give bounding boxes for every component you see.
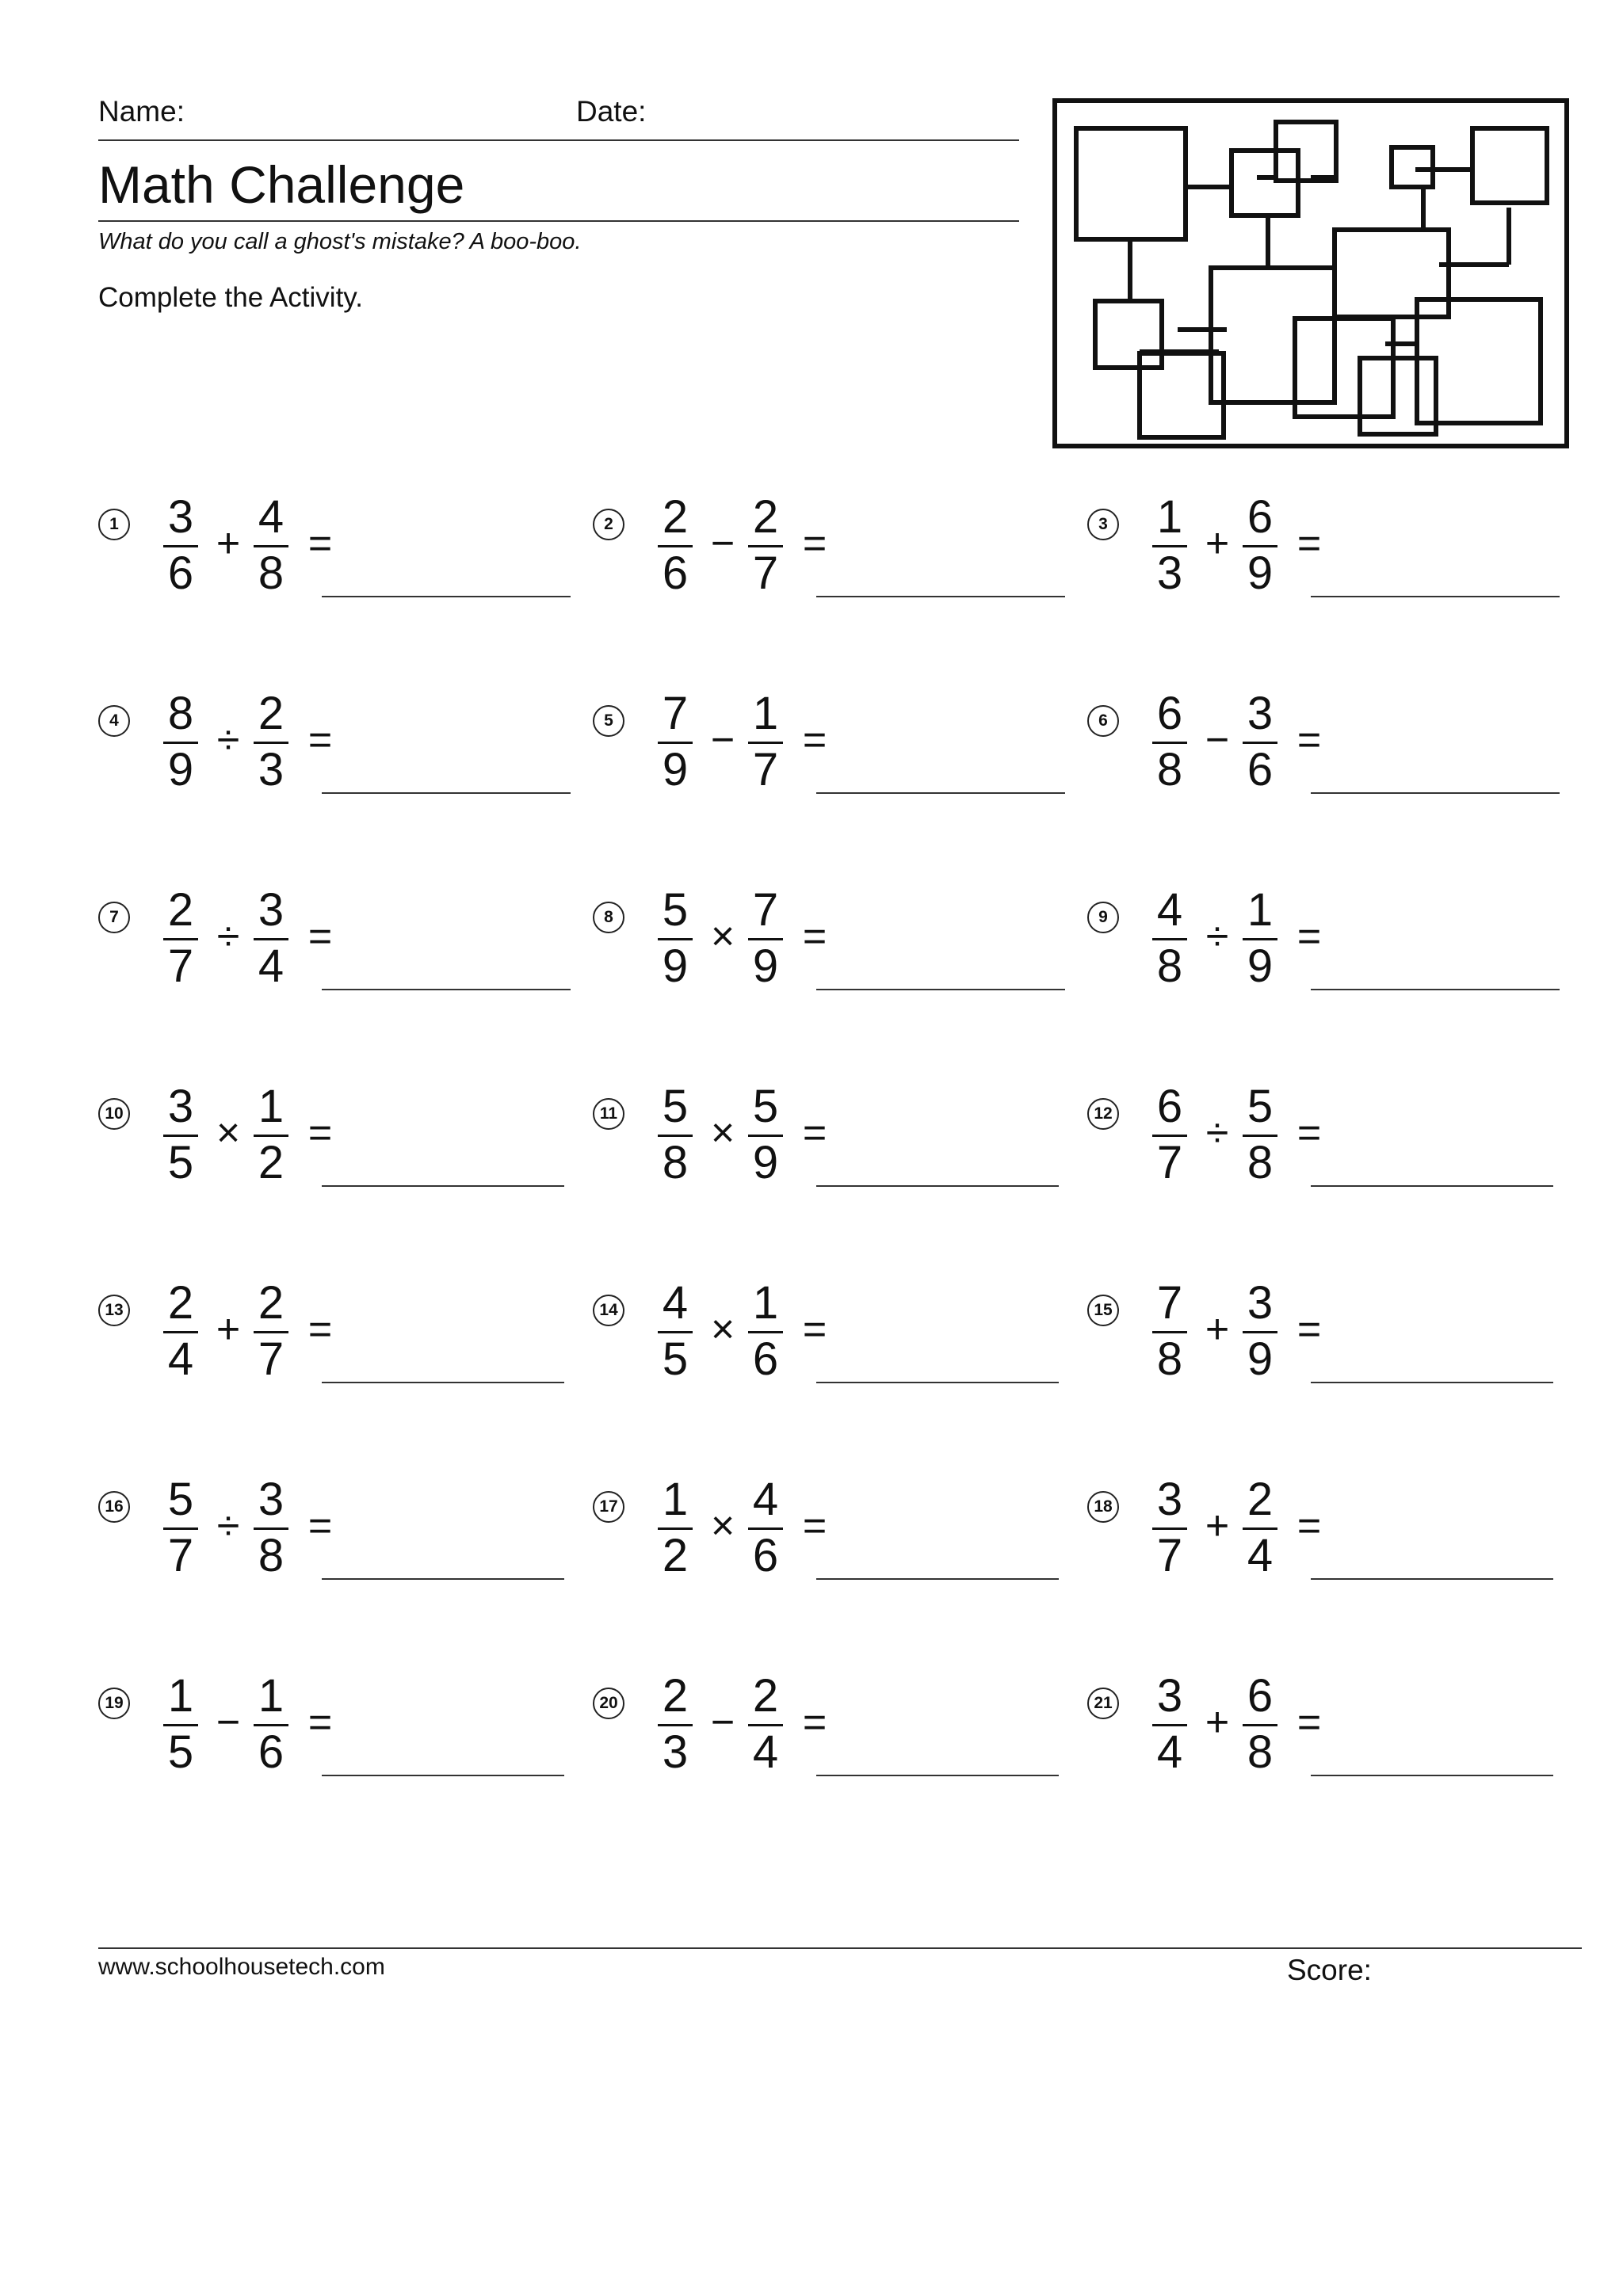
numerator: 2 [1247, 1474, 1274, 1525]
denominator: 4 [1156, 1726, 1183, 1778]
answer-blank[interactable] [816, 792, 1065, 794]
problem-1 [98, 491, 590, 610]
numerator: 3 [1247, 688, 1274, 739]
denominator: 9 [662, 940, 689, 992]
problem-7 [98, 884, 590, 1003]
denominator: 4 [167, 1333, 194, 1385]
question-number: 10 [98, 1098, 130, 1130]
denominator: 7 [167, 1530, 194, 1581]
denominator: 6 [167, 547, 194, 599]
numerator: 5 [752, 1081, 779, 1132]
footer-divider [98, 1947, 1582, 1949]
problem-15 [1087, 1277, 1579, 1396]
answer-blank[interactable] [1311, 1382, 1553, 1383]
equals-sign: = [1296, 717, 1322, 763]
problem-14 [593, 1277, 1084, 1396]
operator-symbol: − [216, 1699, 241, 1745]
numerator: 2 [752, 1670, 779, 1722]
question-number: 19 [98, 1688, 130, 1719]
operator-symbol: − [710, 717, 735, 763]
equals-sign: = [802, 1110, 827, 1156]
operator-symbol: + [216, 521, 241, 566]
denominator: 5 [662, 1333, 689, 1385]
fraction-left [655, 688, 696, 796]
question-number: 2 [593, 509, 624, 540]
numerator: 1 [167, 1670, 194, 1722]
numerator: 3 [258, 884, 285, 936]
problem-3 [1087, 491, 1579, 610]
fraction-right [1239, 1474, 1281, 1582]
answer-blank[interactable] [1311, 1578, 1553, 1580]
operator-symbol: × [710, 1306, 735, 1352]
equals-sign: = [802, 1503, 827, 1549]
numerator: 6 [1156, 1081, 1183, 1132]
equals-sign: = [307, 913, 333, 959]
numerator: 2 [167, 1277, 194, 1329]
denominator: 8 [258, 1530, 285, 1581]
decorative-squares-graphic [1052, 98, 1569, 448]
operator-symbol: × [216, 1110, 241, 1156]
date-label: Date: [576, 95, 647, 128]
denominator: 7 [752, 547, 779, 599]
fraction-right [745, 1081, 786, 1189]
numerator: 3 [1247, 1277, 1274, 1329]
question-number: 11 [593, 1098, 624, 1130]
fraction-left [1149, 1277, 1190, 1386]
operator-symbol: ÷ [216, 1503, 240, 1549]
question-number: 6 [1087, 705, 1119, 737]
numerator: 4 [258, 491, 285, 543]
fraction-left [1149, 1670, 1190, 1779]
denominator: 5 [167, 1726, 194, 1778]
question-number: 20 [593, 1688, 624, 1719]
problem-10 [98, 1081, 590, 1199]
operator-symbol: × [710, 1110, 735, 1156]
fraction-left [1149, 884, 1190, 993]
numerator: 1 [258, 1670, 285, 1722]
numerator: 2 [258, 1277, 285, 1329]
numerator: 7 [752, 884, 779, 936]
numerator: 5 [167, 1474, 194, 1525]
question-number: 1 [98, 509, 130, 540]
problem-2 [593, 491, 1084, 610]
fraction-left [160, 1474, 201, 1582]
fraction-right [745, 1670, 786, 1779]
denominator: 3 [1156, 547, 1183, 599]
title-underline [98, 220, 1019, 222]
operator-symbol: × [710, 913, 735, 959]
answer-blank[interactable] [816, 1775, 1059, 1776]
answer-blank[interactable] [816, 1578, 1059, 1580]
operator-symbol: ÷ [1205, 913, 1229, 959]
numerator: 5 [662, 1081, 689, 1132]
answer-blank[interactable] [322, 1185, 564, 1187]
numerator: 2 [258, 688, 285, 739]
operator-symbol: + [1205, 1306, 1230, 1352]
fraction-right [250, 1277, 292, 1386]
denominator: 7 [1156, 1137, 1183, 1188]
problem-6 [1087, 688, 1579, 807]
question-number: 14 [593, 1295, 624, 1326]
numerator: 1 [752, 1277, 779, 1329]
equals-sign: = [307, 717, 333, 763]
question-number: 18 [1087, 1491, 1119, 1523]
fraction-left [1149, 1081, 1190, 1189]
page-title: Math Challenge [98, 155, 465, 214]
question-number: 15 [1087, 1295, 1119, 1326]
numerator: 4 [1156, 884, 1183, 936]
denominator: 6 [752, 1333, 779, 1385]
equals-sign: = [307, 1306, 333, 1352]
problem-12 [1087, 1081, 1579, 1199]
denominator: 9 [752, 940, 779, 992]
answer-blank[interactable] [322, 1382, 564, 1383]
denominator: 2 [662, 1530, 689, 1581]
question-number: 3 [1087, 509, 1119, 540]
footer-url: www.schoolhousetech.com [98, 1954, 385, 1980]
denominator: 8 [1247, 1137, 1274, 1188]
equals-sign: = [307, 1503, 333, 1549]
denominator: 8 [1247, 1726, 1274, 1778]
numerator: 8 [167, 688, 194, 739]
fraction-right [745, 1277, 786, 1386]
problem-9 [1087, 884, 1579, 1003]
question-number: 5 [593, 705, 624, 737]
denominator: 7 [167, 940, 194, 992]
fraction-right [1239, 1277, 1281, 1386]
numerator: 1 [662, 1474, 689, 1525]
answer-blank[interactable] [322, 1775, 564, 1776]
denominator: 9 [167, 744, 194, 795]
fraction-left [655, 1277, 696, 1386]
denominator: 3 [662, 1726, 689, 1778]
fraction-right [250, 1474, 292, 1582]
answer-blank[interactable] [1311, 1775, 1553, 1776]
denominator: 6 [1247, 744, 1274, 795]
numerator: 6 [1247, 491, 1274, 543]
denominator: 7 [752, 744, 779, 795]
equals-sign: = [307, 1699, 333, 1745]
problem-11 [593, 1081, 1084, 1199]
name-label: Name: [98, 95, 185, 128]
answer-blank[interactable] [322, 989, 571, 990]
denominator: 8 [1156, 1333, 1183, 1385]
problem-13 [98, 1277, 590, 1396]
fraction-left [1149, 491, 1190, 600]
answer-blank[interactable] [322, 1578, 564, 1580]
answer-blank[interactable] [816, 596, 1065, 597]
denominator: 6 [752, 1530, 779, 1581]
operator-symbol: + [216, 1306, 241, 1352]
denominator: 8 [1156, 744, 1183, 795]
fraction-right [1239, 688, 1281, 796]
question-number: 21 [1087, 1688, 1119, 1719]
fraction-right [745, 688, 786, 796]
denominator: 4 [752, 1726, 779, 1778]
fraction-right [1239, 1081, 1281, 1189]
numerator: 2 [662, 1670, 689, 1722]
fraction-left [160, 884, 201, 993]
denominator: 4 [1247, 1530, 1274, 1581]
numerator: 3 [1156, 1670, 1183, 1722]
name-date-underline [98, 139, 1019, 141]
equals-sign: = [1296, 521, 1322, 566]
numerator: 1 [1247, 884, 1274, 936]
question-number: 16 [98, 1491, 130, 1523]
denominator: 9 [662, 744, 689, 795]
answer-blank[interactable] [1311, 792, 1560, 794]
equals-sign: = [307, 1110, 333, 1156]
numerator: 2 [167, 884, 194, 936]
denominator: 8 [258, 547, 285, 599]
question-number: 8 [593, 902, 624, 933]
problem-5 [593, 688, 1084, 807]
question-number: 12 [1087, 1098, 1119, 1130]
answer-blank[interactable] [322, 596, 571, 597]
answer-blank[interactable] [816, 1382, 1059, 1383]
numerator: 2 [662, 491, 689, 543]
numerator: 3 [258, 1474, 285, 1525]
joke-text: What do you call a ghost's mistake? A boo-boo. [98, 229, 582, 254]
fraction-right [250, 491, 292, 600]
fraction-left [1149, 688, 1190, 796]
fraction-left [160, 1081, 201, 1189]
equals-sign: = [802, 913, 827, 959]
operator-symbol: + [1205, 1503, 1230, 1549]
numerator: 2 [752, 491, 779, 543]
fraction-left [655, 1670, 696, 1779]
denominator: 7 [258, 1333, 285, 1385]
equals-sign: = [1296, 1306, 1322, 1352]
numerator: 1 [258, 1081, 285, 1132]
denominator: 5 [167, 1137, 194, 1188]
answer-blank[interactable] [816, 989, 1065, 990]
answer-blank[interactable] [322, 792, 571, 794]
numerator: 5 [662, 884, 689, 936]
fraction-left [655, 1474, 696, 1582]
denominator: 6 [662, 547, 689, 599]
operator-symbol: + [1205, 521, 1230, 566]
numerator: 7 [1156, 1277, 1183, 1329]
equals-sign: = [802, 1306, 827, 1352]
denominator: 6 [258, 1726, 285, 1778]
problem-21 [1087, 1670, 1579, 1789]
equals-sign: = [1296, 913, 1322, 959]
answer-blank[interactable] [1311, 1185, 1553, 1187]
equals-sign: = [802, 1699, 827, 1745]
operator-symbol: × [710, 1503, 735, 1549]
equals-sign: = [802, 717, 827, 763]
fraction-right [250, 1081, 292, 1189]
numerator: 1 [752, 688, 779, 739]
fraction-right [745, 884, 786, 993]
fraction-right [1239, 1670, 1281, 1779]
problem-18 [1087, 1474, 1579, 1592]
fraction-left [655, 884, 696, 993]
fraction-right [1239, 491, 1281, 600]
denominator: 7 [1156, 1530, 1183, 1581]
denominator: 2 [258, 1137, 285, 1188]
operator-symbol: + [1205, 1699, 1230, 1745]
problem-19 [98, 1670, 590, 1789]
instructions-text: Complete the Activity. [98, 282, 363, 313]
fraction-left [655, 1081, 696, 1189]
question-number: 13 [98, 1295, 130, 1326]
numerator: 6 [1247, 1670, 1274, 1722]
equals-sign: = [802, 521, 827, 566]
denominator: 8 [662, 1137, 689, 1188]
fraction-right [250, 1670, 292, 1779]
denominator: 8 [1156, 940, 1183, 992]
operator-symbol: ÷ [216, 717, 240, 763]
numerator: 6 [1156, 688, 1183, 739]
fraction-right [745, 491, 786, 600]
question-number: 4 [98, 705, 130, 737]
fraction-left [160, 491, 201, 600]
numerator: 5 [1247, 1081, 1274, 1132]
fraction-right [1239, 884, 1281, 993]
operator-symbol: − [710, 1699, 735, 1745]
numerator: 3 [167, 1081, 194, 1132]
equals-sign: = [1296, 1110, 1322, 1156]
question-number: 17 [593, 1491, 624, 1523]
operator-symbol: ÷ [216, 913, 240, 959]
denominator: 9 [1247, 547, 1274, 599]
denominator: 3 [258, 744, 285, 795]
operator-symbol: − [710, 521, 735, 566]
equals-sign: = [1296, 1699, 1322, 1745]
numerator: 4 [752, 1474, 779, 1525]
question-number: 9 [1087, 902, 1119, 933]
answer-blank[interactable] [1311, 596, 1560, 597]
problem-20 [593, 1670, 1084, 1789]
numerator: 1 [1156, 491, 1183, 543]
numerator: 4 [662, 1277, 689, 1329]
problem-16 [98, 1474, 590, 1592]
answer-blank[interactable] [1311, 989, 1560, 990]
answer-blank[interactable] [816, 1185, 1059, 1187]
numerator: 3 [1156, 1474, 1183, 1525]
numerator: 7 [662, 688, 689, 739]
fraction-left [655, 491, 696, 600]
fraction-left [160, 1277, 201, 1386]
equals-sign: = [307, 521, 333, 566]
problem-8 [593, 884, 1084, 1003]
equals-sign: = [1296, 1503, 1322, 1549]
problem-17 [593, 1474, 1084, 1592]
denominator: 4 [258, 940, 285, 992]
fraction-right [250, 688, 292, 796]
operator-symbol: ÷ [1205, 1110, 1229, 1156]
numerator: 3 [167, 491, 194, 543]
operator-symbol: − [1205, 717, 1230, 763]
denominator: 9 [752, 1137, 779, 1188]
question-number: 7 [98, 902, 130, 933]
fraction-left [160, 1670, 201, 1779]
fraction-left [160, 688, 201, 796]
problem-4 [98, 688, 590, 807]
denominator: 9 [1247, 940, 1274, 992]
denominator: 9 [1247, 1333, 1274, 1385]
fraction-right [250, 884, 292, 993]
fraction-left [1149, 1474, 1190, 1582]
fraction-right [745, 1474, 786, 1582]
score-label: Score: [1287, 1954, 1372, 1986]
